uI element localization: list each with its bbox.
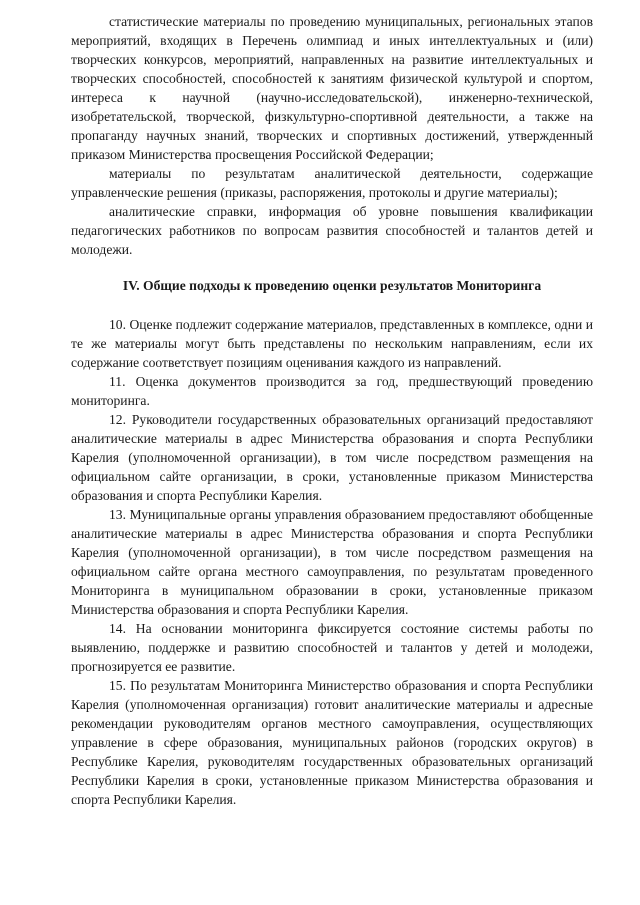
paragraph-15: 15. По результатам Мониторинга Министерство образования и спорта Республики Карелия (уполномоченная организация) готовит аналитические материалы и адресные рекомендации руководителям органов местного самоуправления, осуществляющих управление в сфере образования, муниципальных районов (городских округов) в Республике Карелия, руководителям государственных образовательных организаций Республики Карелия в сроки, установленные приказом Министерства образования и спорта Республики Карелия. [71,678,593,807]
paragraph-statistical-materials: статистические материалы по проведению муниципальных, региональных этапов мероприятий, входящих в Перечень олимпиад и иных интеллектуальных и (или) творческих конкурсов, мероприятий, направленных на развитие интеллектуальных и творческих способностей, способностей к занятиям физической культурой и спортом, интереса к научной (научно-исследовательской), инженерно-технической, изобретательской, творческой, физкультурно-спортивной деятельности, а также на пропаганду научных знаний, творческих и спортивных достижений, утвержденный приказом Министерства просвещения Российской Федерации; [71,14,593,162]
paragraph-10: 10. Оценке подлежит содержание материалов, представленных в комплексе, одни и те же материалы могут быть представлены по нескольким направлениям, если их содержание соответствует позициям оценивания каждого из направлений. [71,317,593,370]
paragraph-13: 13. Муниципальные органы управления образованием предоставляют обобщенные аналитические материалы в адрес Министерства образования и спорта Республики Карелия (уполномоченной организации), в том числе посредством размещения на официальном сайте органа местного самоуправления, по результатам проведенного Мониторинга в муниципальном образовании в сроки, установленные приказом Министерства образования и спорта Республики Карелия. [71,507,593,617]
paragraph-analytical-reports: аналитические справки, информация об уровне повышения квалификации педагогических работников по вопросам развития способностей и талантов детей и молодежи. [71,204,593,257]
document-page [71,12,593,809]
paragraph-14: 14. На основании мониторинга фиксируется состояние системы работы по выявлению, поддержке и развитию способностей и талантов у детей и молодежи, прогнозируется ее развитие. [71,621,593,674]
paragraph-analytical-materials: материалы по результатам аналитической деятельности, содержащие управленческие решения (приказы, распоряжения, протоколы и другие материалы); [71,166,593,200]
section-heading: IV. Общие подходы к проведению оценки результатов Мониторинга [122,278,542,293]
paragraph-11: 11. Оценка документов производится за год, предшествующий проведению мониторинга. [71,374,593,408]
paragraph-12: 12. Руководители государственных образовательных организаций предоставляют аналитические материалы в адрес Министерства образования и спорта Республики Карелия (уполномоченной организации), в том числе посредством размещения на официальном сайте организации, в сроки, установленные приказом Министерства образования и спорта Республики Карелия. [71,412,593,503]
